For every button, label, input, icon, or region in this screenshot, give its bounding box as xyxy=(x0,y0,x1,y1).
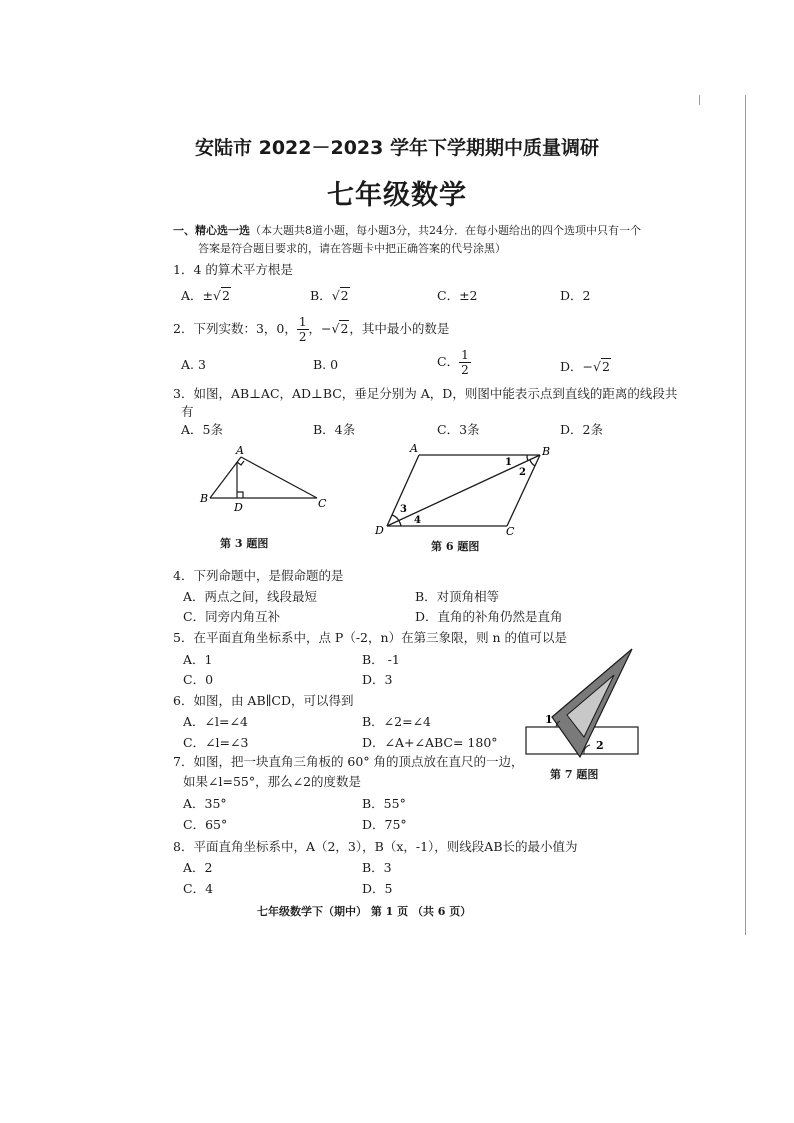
figure-7 xyxy=(522,645,642,760)
q1-option-b[interactable]: B．√2 xyxy=(310,288,349,303)
q4-option-a[interactable]: A．两点之间，线段最短 xyxy=(183,589,318,604)
q1-b-prefix: B． xyxy=(310,288,332,303)
q2-stem: 2．下列实数：3，0， $\frac{1}{2}$ ，−√2，其中最小的数是 xyxy=(173,315,450,344)
figure-7-caption: 第 7 题图 xyxy=(550,768,599,781)
q4-option-b[interactable]: B．对顶角相等 xyxy=(415,589,500,604)
section-instructions-2: 答案是符合题目要求的，请在答题卡中把正确答案的代号涂黑） xyxy=(198,242,506,255)
exam-title: 安陆市 2022－2023 学年下学期期中质量调研 xyxy=(195,137,599,159)
q1-option-c[interactable]: C．±2 xyxy=(437,288,478,303)
fig6-label-4: 4 xyxy=(414,515,421,526)
q8-option-d[interactable]: D．5 xyxy=(362,881,393,896)
q3-option-c[interactable]: C．3条 xyxy=(437,422,480,437)
q6-option-d[interactable]: D．∠A+∠ABC= 180° xyxy=(362,735,498,750)
q3-option-a[interactable]: A．5条 xyxy=(181,422,223,437)
fig3-segment-ac xyxy=(241,457,317,498)
fig6-label-d: D xyxy=(375,524,384,537)
q2-c-fraction: $\frac{1}{2}$ xyxy=(461,348,469,377)
section-instructions-text: （本大题共8道小题，每小题3分，共24分．在每小题给出的四个选项中只有一个 xyxy=(250,224,641,237)
q2-d-prefix: D．− xyxy=(560,359,593,374)
q5-option-c[interactable]: C．0 xyxy=(183,672,214,687)
q7-option-a[interactable]: A．35° xyxy=(183,796,227,811)
fig6-label-2: 2 xyxy=(519,467,526,478)
figure-3-caption: 第 3 题图 xyxy=(220,537,269,550)
q6-option-a[interactable]: A．∠l=∠4 xyxy=(183,714,248,729)
page-edge-line xyxy=(745,95,746,935)
fig6-angle-1-arc xyxy=(527,455,528,461)
q2-d-radicand: 2 xyxy=(601,359,610,374)
q2-stem-prefix: 2．下列实数：3，0， xyxy=(173,321,297,336)
q3-option-d[interactable]: D．2条 xyxy=(560,422,603,437)
fig3-label-c: C xyxy=(318,497,327,510)
fig3-label-b: B xyxy=(200,492,209,505)
q7-option-b[interactable]: B．55° xyxy=(362,796,406,811)
fig7-label-2: 2 xyxy=(596,739,604,752)
q4-stem: 4．下列命题中，是假命题的是 xyxy=(173,568,344,583)
q5-option-a[interactable]: A．1 xyxy=(183,652,213,667)
q8-option-c[interactable]: C．4 xyxy=(183,881,214,896)
fig6-segment-bd xyxy=(387,455,540,526)
q3-stem-line2: 有 xyxy=(181,404,194,419)
q8-option-b[interactable]: B．3 xyxy=(362,860,392,875)
q2-option-d[interactable]: D．−√2 xyxy=(560,359,610,374)
page-footer: 七年级数学下（期中） 第 1 页 （共 6 页） xyxy=(257,905,472,918)
q2-fraction: $\frac{1}{2}$ xyxy=(298,315,307,344)
q5-stem: 5．在平面直角坐标系中，点 P（-2，n）在第三象限，则 n 的值可以是 xyxy=(173,630,568,645)
q1-option-a[interactable]: A．±√2 xyxy=(181,288,230,303)
fig6-label-1: 1 xyxy=(505,457,512,468)
fig6-angle-2-arc xyxy=(530,460,535,466)
corner-tick xyxy=(699,95,700,105)
fig6-angle-3-arc xyxy=(392,515,399,521)
figure-3 xyxy=(195,440,335,520)
q2-stem-radicand: 2 xyxy=(340,321,349,336)
q2-c-prefix: C． xyxy=(437,354,460,369)
section-heading: 一、精心选一选 xyxy=(173,224,250,237)
section-instructions-1 xyxy=(173,222,641,238)
q8-stem: 8．平面直角坐标系中，A（2，3），B（x，-1），则线段AB长的最小值为 xyxy=(173,839,578,854)
q7-stem-line2: 如果∠l=55°，那么∠2的度数是 xyxy=(183,774,362,789)
q2-stem-suffix: ，其中最小的数是 xyxy=(349,321,450,336)
q5-option-d[interactable]: D．3 xyxy=(362,672,393,687)
fig6-label-a: A xyxy=(410,442,418,455)
q6-option-c[interactable]: C．∠l=∠3 xyxy=(183,735,249,750)
q6-stem: 6．如图，由 AB∥CD，可以得到 xyxy=(173,693,354,708)
q1-b-radicand: 2 xyxy=(340,288,349,303)
q2-option-c[interactable] xyxy=(437,348,471,377)
figure-6-caption: 第 6 题图 xyxy=(431,540,480,553)
q5-option-b[interactable]: B． -1 xyxy=(362,652,400,667)
exam-subtitle: 七年级数学 xyxy=(327,180,467,211)
fig3-label-d: D xyxy=(234,501,243,514)
q1-a-prefix: A．± xyxy=(181,288,214,303)
fig6-label-b: B xyxy=(542,445,551,458)
q7-option-c[interactable]: C．65° xyxy=(183,817,228,832)
fig3-label-a: A xyxy=(236,444,244,457)
q4-option-c[interactable]: C．同旁内角互补 xyxy=(183,609,281,624)
q1-option-d[interactable]: D．2 xyxy=(560,288,591,303)
q8-option-a[interactable]: A．2 xyxy=(183,860,213,875)
q4-option-d[interactable]: D．直角的补角仍然是直角 xyxy=(415,609,563,624)
fig6-angle-4-arc xyxy=(399,521,401,526)
fig3-right-angle-d xyxy=(237,492,243,498)
q7-option-d[interactable]: D．75° xyxy=(362,817,407,832)
q2-stem-mid: ，− xyxy=(308,321,332,336)
fig6-label-3: 3 xyxy=(400,504,407,515)
q3-option-b[interactable]: B．4条 xyxy=(313,422,356,437)
fig6-label-c: C xyxy=(506,525,515,538)
q2-option-b[interactable]: B. 0 xyxy=(313,357,339,372)
q2-option-a[interactable]: A. 3 xyxy=(181,357,206,372)
figure-6 xyxy=(372,440,562,540)
q1-a-radicand: 2 xyxy=(221,288,230,303)
q6-option-b[interactable]: B．∠2=∠4 xyxy=(362,714,432,729)
fig3-segment-ab xyxy=(210,457,241,498)
q1-stem: 1．4 的算术平方根是 xyxy=(173,262,293,277)
fig7-label-1: 1 xyxy=(545,713,553,726)
q7-stem-line1: 7．如图，把一块直角三角板的 60° 角的顶点放在直尺的一边， xyxy=(173,754,524,769)
q3-stem-line1: 3．如图，AB⊥AC，AD⊥BC，垂足分别为 A，D，则图中能表示点到直线的距离的线段共 xyxy=(173,386,678,401)
